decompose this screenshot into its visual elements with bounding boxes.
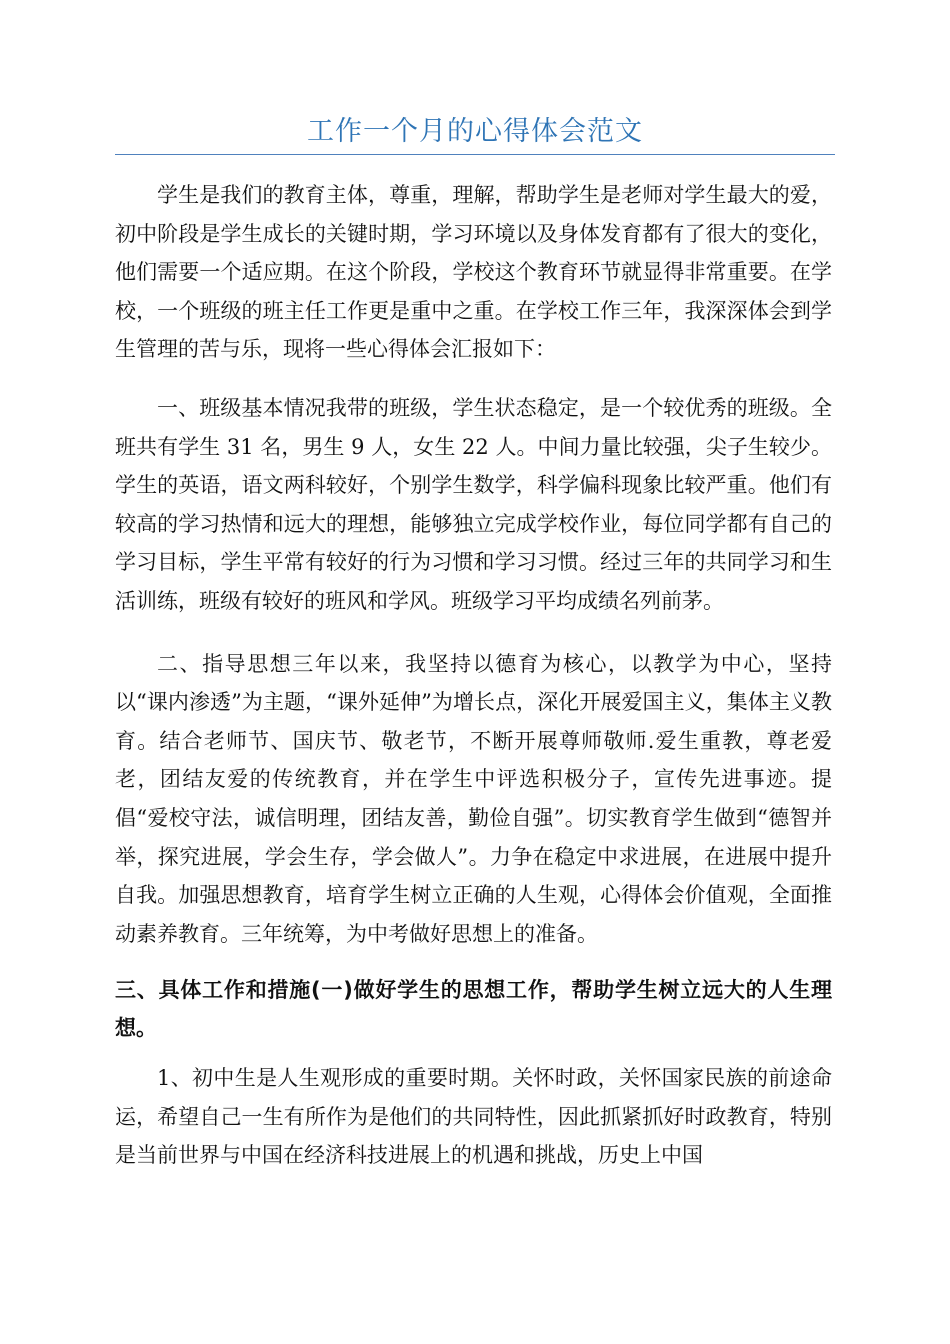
document-body [115,176,832,1175]
paragraph-class-overview: 一、班级基本情况我带的班级，学生状态稳定，是一个较优秀的班级。全班共有学生 31 名，男生 9 人，女生 22 人。中间力量比较强，尖子生较少。学生的英语，语文两科较好，个别学生数学，科学偏科现象比较严重。他们有较高的学习热情和远大的理想，能够独立完成学校作业，每位同学都有自己的学习目标，学生平常有较好的行为习惯和学习习惯。经过三年的共同学习和生活训练，班级有较好的班风和学风。班级学习平均成绩名列前茅。 [115,395,832,613]
document-title: 工作一个月的心得体会范文 [307,116,643,147]
paragraph-guiding-ideology: 二、指导思想三年以来，我坚持以德育为核心，以教学为中心，坚持以“课内渗透”为主题，“课外延伸”为增长点，深化开展爱国主义，集体主义教育。结合老师节、国庆节、敬老节，不断开展尊师敬师.爱生重教，尊老爱老，团结友爱的传统教育，并在学生中评选积极分子，宣传先进事迹。提倡“爱校守法，诚信明理，团结友善，勤俭自强”。切实教育学生做到“德智并举，探究进展，学会生存，学会做人”。力争在稳定中求进展，在进展中提升自我。加强思想教育，培育学生树立正确的人生观，心得体会价值观，全面推动素养教育。三年统筹，为中考做好思想上的准备。 [115,651,832,946]
title-underline [115,154,835,155]
section-heading: 三、具体工作和措施(一)做好学生的思想工作，帮助学生树立远大的人生理想。 [115,978,832,1041]
paragraph-political-education: 1、初中生是人生观形成的重要时期。关怀时政，关怀国家民族的前途命运，希望自己一生有所作为是他们的共同特性，因此抓紧抓好时政教育，特别是当前世界与中国在经济科技进展上的机遇和挑战，历史上中国 [115,1066,832,1168]
paragraph-intro: 学生是我们的教育主体，尊重，理解，帮助学生是老师对学生最大的爱，初中阶段是学生成长的关键时期，学习环境以及身体发育都有了很大的变化，他们需要一个适应期。在这个阶段，学校这个教育环节就显得非常重要。在学校，一个班级的班主任工作更是重中之重。在学校工作三年，我深深体会到学生管理的苦与乐，现将一些心得体会汇报如下： [115,183,832,362]
